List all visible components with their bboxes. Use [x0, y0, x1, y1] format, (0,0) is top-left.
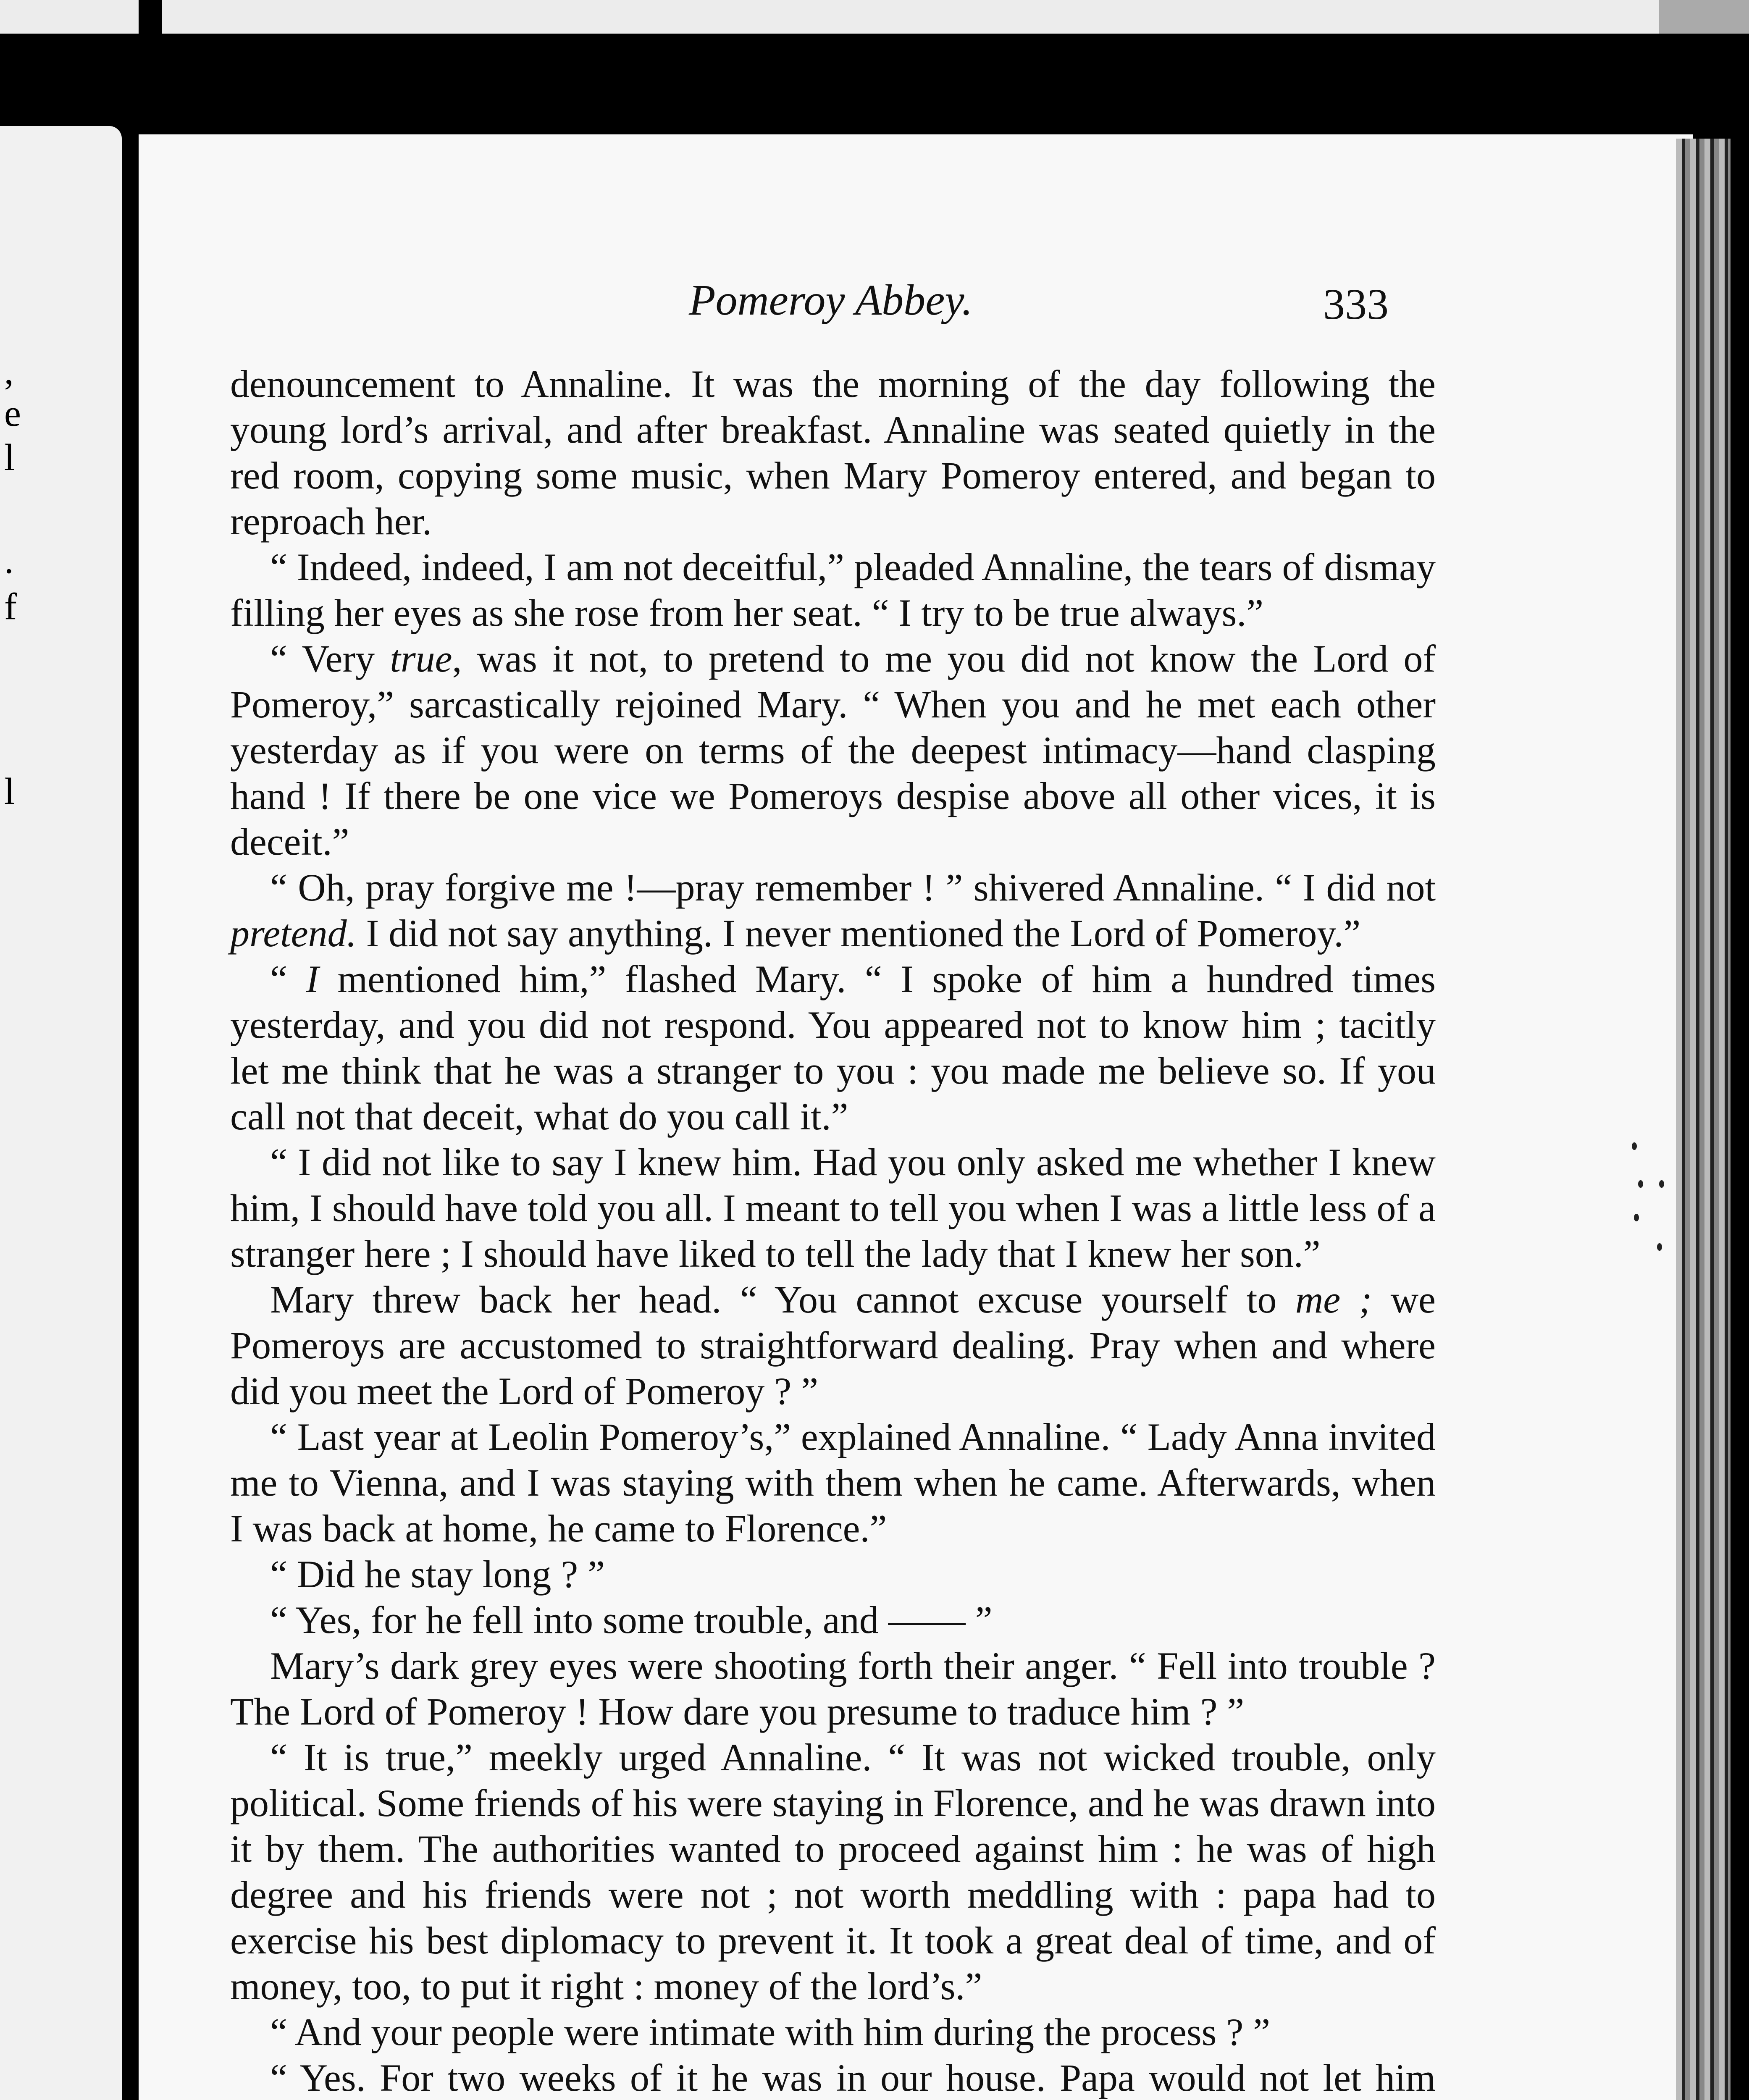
- margin-fragment: e: [4, 393, 21, 434]
- paragraph: “ Indeed, indeed, I am not deceitful,” pleaded Annaline, the tears of dismay filling her eyes as she rose from her seat. “ I try to be true always.”: [230, 546, 1436, 634]
- paragraph: “ Yes, for he fell into some trouble, and —— ”: [270, 1599, 993, 1641]
- margin-fragment: l: [4, 771, 15, 812]
- previous-leaf-edge: [0, 0, 1749, 34]
- ink-speck: [1657, 1243, 1662, 1251]
- paragraph: “ Very true, was it not, to pretend to me you did not know the Lord of Pomeroy,” sarcastically rejoined Mary. “ When you and he met each other yesterday as if you were on terms of the deepest intimacy—hand clasping hand ! If there be one vice we Pomeroys despise above all other vices, it is deceit.”: [230, 637, 1436, 863]
- paragraph: denouncement to Annaline. It was the morning of the day following the young lord’s arrival, and after breakfast. Annaline was seated quietly in the red room, copying some music, when Mary Pomeroy entered, and began to reproach her.: [230, 362, 1436, 543]
- paragraph: “ Did he stay long ? ”: [270, 1553, 605, 1596]
- margin-fragment: f: [4, 586, 17, 627]
- page-stack-edge: [1676, 139, 1731, 2100]
- margin-fragment: l: [4, 437, 15, 478]
- paragraph: “ Yes. For two weeks of it he was in our house. Papa would not let him: [270, 2056, 1436, 2099]
- ink-speck: [1634, 1214, 1639, 1221]
- paragraph: “ I did not like to say I knew him. Had you only asked me whether I knew him, I should have told you all. I meant to tell you when I was a little less of a stranger here ; I should have liked to tell the lady that I knew her son.”: [230, 1141, 1436, 1275]
- paragraph: “ Oh, pray forgive me !—pray remember ! ” shivered Annaline. “ I did not pretend. I did not say anything. I never mentioned the Lord of Pomeroy.”: [230, 866, 1436, 955]
- margin-fragment: .: [4, 540, 14, 581]
- page-number: 333: [1323, 280, 1389, 328]
- paragraph: “ I mentioned him,” flashed Mary. “ I spoke of him a hundred times yesterday, and you did not respond. You appeared not to know him ; tacitly let me think that he was a stranger to you : you made me believe so. If you call not that deceit, what do you call it.”: [230, 958, 1436, 1138]
- ink-speck: [1632, 1142, 1637, 1150]
- paragraph: “ And your people were intimate with him during the process ? ”: [270, 2011, 1271, 2053]
- facing-page: [0, 126, 122, 2100]
- body-text: [230, 361, 1436, 2100]
- running-title: Pomeroy Abbey.: [689, 276, 973, 324]
- paragraph: “ It is true,” meekly urged Annaline. “ It was not wicked trouble, only political. Some friends of his were staying in Florence, and he was drawn into it by them. The authorities wanted to proceed against him : he was of high degree and his friends were not ; not worth meddling with : papa had to exercise his best diplomacy to prevent it. It took a great deal of time, and of money, too, to put it right : money of the lord’s.”: [230, 1736, 1436, 2008]
- paragraph: Mary’s dark grey eyes were shooting forth their anger. “ Fell into trouble ? The Lord of Pomeroy ! How dare you presume to traduce him ? ”: [230, 1644, 1436, 1733]
- ink-speck: [1638, 1180, 1643, 1188]
- paragraph: “ Last year at Leolin Pomeroy’s,” explained Annaline. “ Lady Anna invited me to Vienna, and I was staying with them when he came. Afterwards, when I was back at home, he came to Florence.”: [230, 1415, 1436, 1550]
- paragraph: Mary threw back her head. “ You cannot excuse yourself to me ; we Pomeroys are accustomed to straightforward dealing. Pray when and where did you meet the Lord of Pomeroy ? ”: [230, 1278, 1436, 1412]
- margin-fragment: ,: [4, 351, 14, 392]
- ink-speck: [1659, 1180, 1664, 1188]
